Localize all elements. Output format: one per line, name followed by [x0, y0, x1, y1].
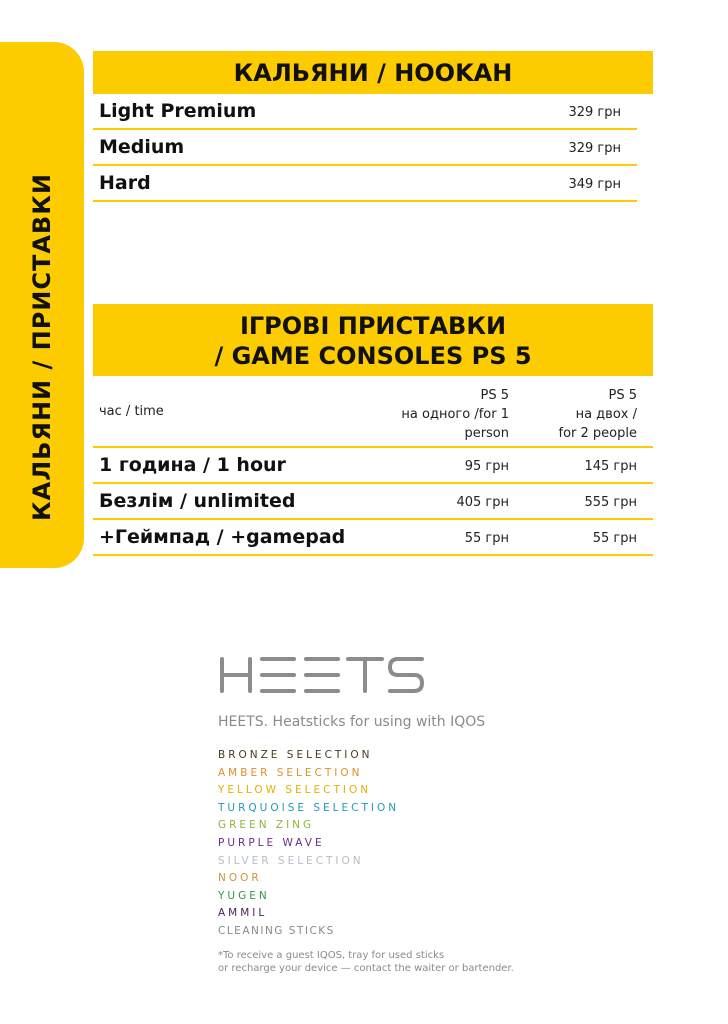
- price-one-person: 95 грн: [464, 459, 509, 474]
- col1-line1: PS 5: [480, 388, 509, 403]
- heets-logo: [218, 655, 428, 695]
- heets-footnote: [218, 949, 514, 975]
- price-two-people: 555 грн: [584, 495, 637, 510]
- consoles-row-gamepad: [93, 520, 653, 556]
- hookah-item-price: 329 грн: [568, 141, 621, 156]
- cleaning-sticks-item: CLEANING STICKS: [218, 924, 335, 937]
- consoles-section-title: [93, 304, 653, 376]
- hookah-item-name: Medium: [99, 136, 185, 158]
- footnote-line2: or recharge your device — contact the waiter or bartender.: [218, 963, 514, 974]
- hookah-row-medium: [93, 130, 637, 166]
- side-category-tab: [0, 42, 84, 568]
- heets-selection-item: YUGEN: [218, 889, 270, 902]
- price-two-people: 145 грн: [584, 459, 637, 474]
- price-one-person: 405 грн: [456, 495, 509, 510]
- consoles-row-unlimited: [93, 484, 653, 520]
- hookah-section-title: [93, 51, 653, 94]
- heets-selection-item: YELLOW SELECTION: [218, 784, 372, 797]
- col2-line3: for 2 people: [558, 426, 637, 441]
- heets-selection-item: TURQUOISE SELECTION: [218, 801, 400, 814]
- ps5-one-person-column-label: [369, 386, 509, 443]
- ps5-two-people-column-label: [527, 386, 637, 443]
- hookah-item-name: Light Premium: [99, 100, 257, 122]
- hookah-item-price: 349 грн: [568, 177, 621, 192]
- col2-line2: на двох /: [575, 407, 637, 422]
- heets-selection-item: GREEN ZING: [218, 819, 315, 832]
- col1-line2: на одного /for 1: [401, 407, 509, 422]
- heets-selection-list: [218, 747, 399, 941]
- price-one-person: 55 грн: [464, 531, 509, 546]
- price-two-people: 55 грн: [592, 531, 637, 546]
- consoles-title-line2: / GAME CONSOLES PS 5: [214, 342, 532, 370]
- heets-selection-item: AMMIL: [218, 907, 268, 920]
- console-option-name: +Геймпад / +gamepad: [99, 526, 346, 548]
- heets-selection-item: PURPLE WAVE: [218, 836, 325, 849]
- consoles-table-header: [93, 376, 653, 448]
- heets-selection-item: SILVER SELECTION: [218, 854, 364, 867]
- hookah-title: КАЛЬЯНИ / HOOKAH: [233, 59, 513, 87]
- heets-selection-item: NOOR: [218, 872, 262, 885]
- consoles-row-1-hour: [93, 448, 653, 484]
- footnote-line1: *To receive a guest IQOS, tray for used sticks: [218, 950, 445, 961]
- col1-line3: person: [464, 426, 509, 441]
- consoles-title-line1: ІГРОВІ ПРИСТАВКИ: [239, 312, 507, 340]
- heets-selection-item: BRONZE SELECTION: [218, 749, 373, 761]
- hookah-item-name: Hard: [99, 172, 151, 194]
- time-column-label: час / time: [99, 404, 164, 419]
- heets-tagline: HEETS. Heatsticks for using with IQOS: [218, 714, 486, 730]
- heets-selection-item: AMBER SELECTION: [218, 766, 363, 779]
- console-option-name: Безлім / unlimited: [99, 490, 296, 512]
- hookah-row-light-premium: [93, 94, 637, 130]
- hookah-row-hard: [93, 166, 637, 202]
- col2-line1: PS 5: [608, 388, 637, 403]
- console-option-name: 1 година / 1 hour: [99, 454, 286, 476]
- hookah-item-price: 329 грн: [568, 105, 621, 120]
- side-tab-label: КАЛЬЯНИ / ПРИСТАВКИ: [28, 173, 56, 521]
